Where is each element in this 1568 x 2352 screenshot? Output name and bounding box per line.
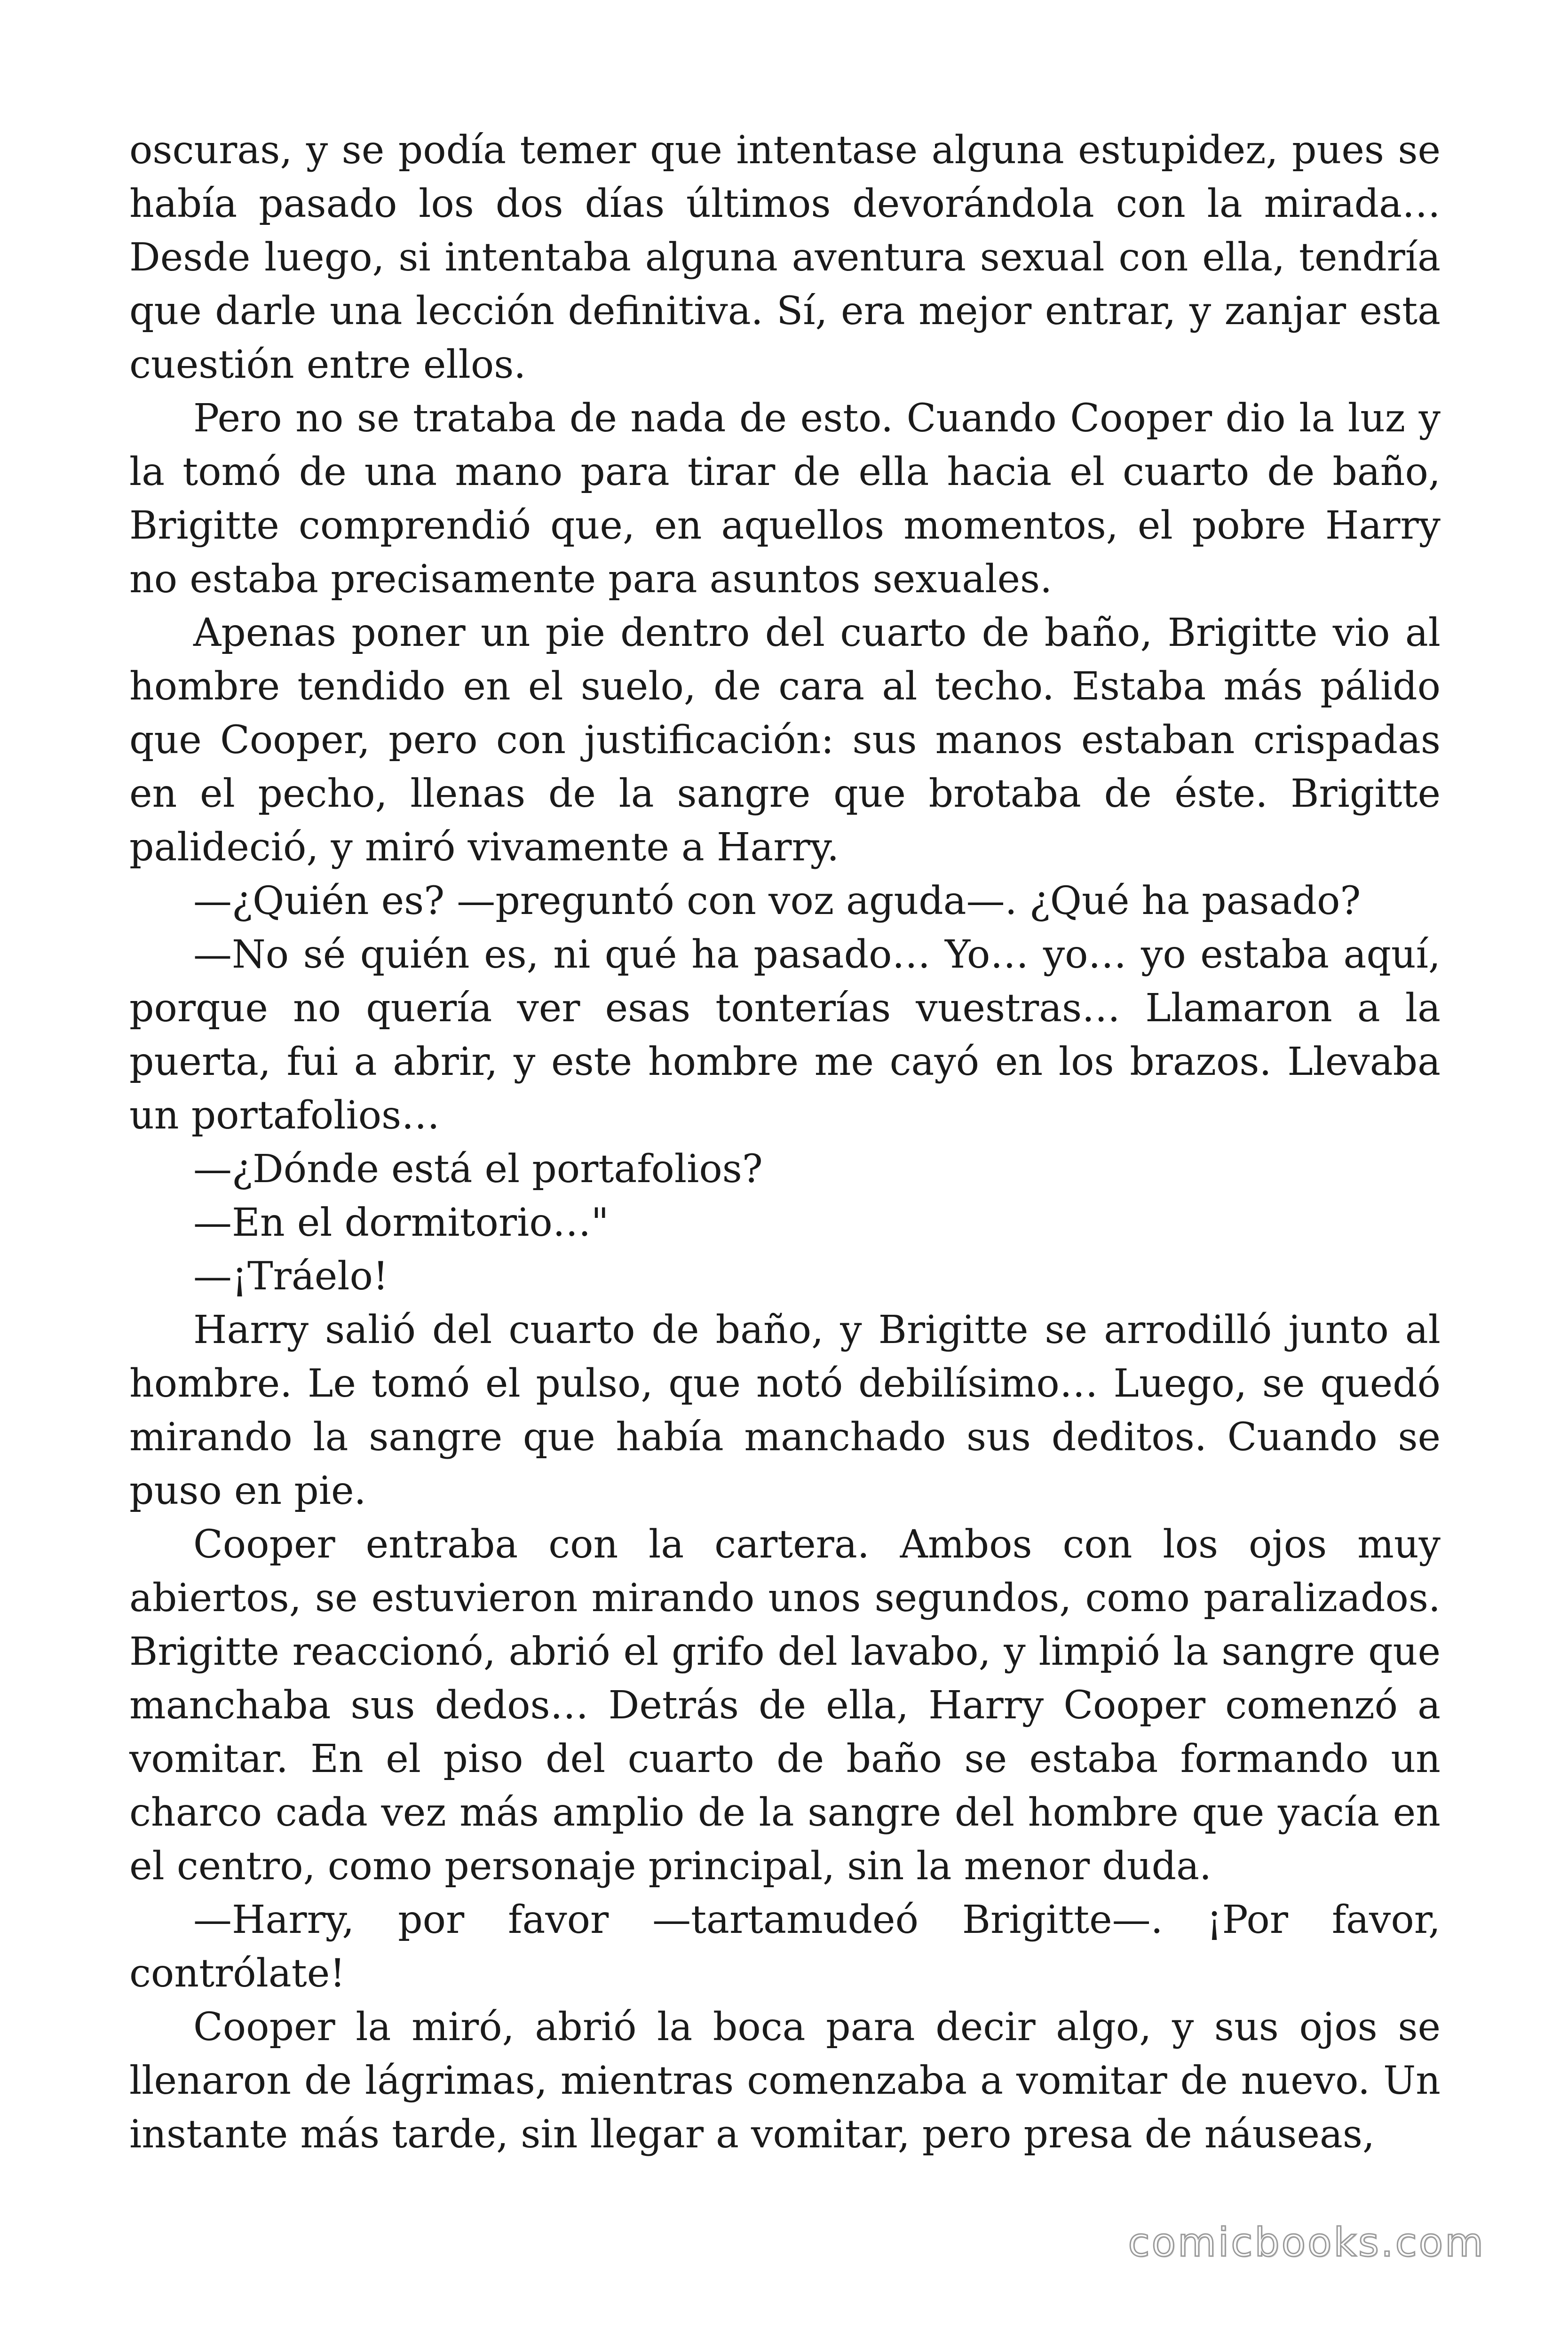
paragraph-3: Apenas poner un pie dentro del cuarto de baño, Brigitte vio al hombre tendido en el suelo, de cara al techo. Estaba más pálido que Cooper, pero con justificación: sus manos estaban crispadas en el pecho, llenas de la sangre que brotaba de éste. Brigitte palideció, y miró vivamente a Harry. bbox=[129, 611, 1441, 870]
dialogue-line-3: —¿Dónde está el portafolios? bbox=[193, 1147, 763, 1192]
paragraph-2: Pero no se trataba de nada de esto. Cuando Cooper dio la luz y la tomó de una mano para tirar de ella hacia el cuarto de baño, Brigitte comprendió que, en aquellos momentos, el pobre Harry no estaba precisamente para asuntos sexuales. bbox=[129, 396, 1441, 602]
paragraph-6: Cooper la miró, abrió la boca para decir algo, y sus ojos se llenaron de lágrimas, mientras comenzaba a vomitar de nuevo. Un instante más tarde, sin llegar a vomitar, pero presa de náuseas, bbox=[129, 2005, 1441, 2157]
watermark: comicbooks.com bbox=[1128, 2219, 1485, 2265]
dialogue-line-5: —¡Tráelo! bbox=[193, 1254, 388, 1299]
paragraph-5: Cooper entraba con la cartera. Ambos con los ojos muy abiertos, se estuvieron mirando unos segundos, como paralizados. Brigitte reaccionó, abrió el grifo del lavabo, y limpió la sangre que manchaba sus dedos… Detrás de ella, Harry Cooper comenzó a vomitar. En el piso del cuarto de baño se estaba formando un charco cada vez más amplio de la sangre del hombre que yacía en el centro, como personaje principal, sin la menor duda. bbox=[129, 1522, 1441, 1889]
dialogue-line-4: —En el dormitorio…" bbox=[193, 1200, 609, 1245]
dialogue-line-6: —Harry, por favor —tartamudeó Brigitte—. ¡Por favor, contrólate! bbox=[129, 1898, 1441, 1996]
paragraph-4: Harry salió del cuarto de baño, y Brigitte se arrodilló junto al hombre. Le tomó el pulso, que notó debilísimo… Luego, se quedó mirando la sangre que había manchado sus deditos. Cuando se puso en pie. bbox=[129, 1308, 1441, 1513]
paragraph-1: oscuras, y se podía temer que intentase alguna estupidez, pues se había pasado los dos días últimos devorándola con la mirada… Desde luego, si intentaba alguna aventura sexual con ella, tendría que darle una lección definitiva. Sí, era mejor entrar, y zanjar esta cuestión entre ellos. bbox=[129, 128, 1441, 387]
dialogue-line-2: —No sé quién es, ni qué ha pasado… Yo… yo… yo estaba aquí, porque no quería ver esas tonterías vuestras… Llamaron a la puerta, fui a abrir, y este hombre me cayó en los brazos. Llevaba un portafolios… bbox=[129, 932, 1441, 1138]
body-text bbox=[129, 124, 1441, 2161]
dialogue-line-1: —¿Quién es? —preguntó con voz aguda—. ¿Qué ha pasado? bbox=[193, 879, 1361, 923]
